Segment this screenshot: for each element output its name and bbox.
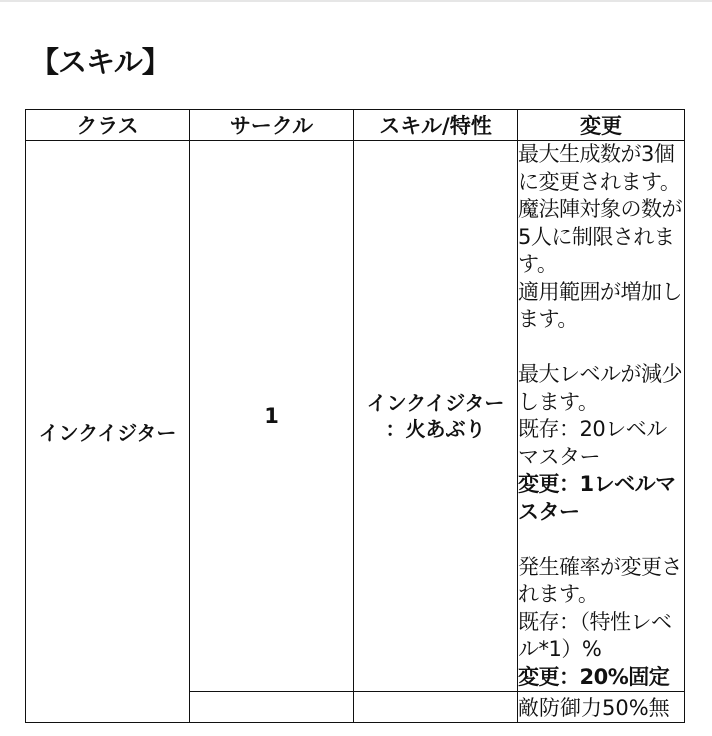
header-skill: スキル/特性 xyxy=(354,110,518,141)
header-change: 変更 xyxy=(518,110,685,141)
table-header-row xyxy=(26,110,685,141)
circle-cell: 1 xyxy=(190,141,354,692)
change-cell xyxy=(518,141,685,692)
class-cell: インクイジター xyxy=(26,141,190,723)
skill-name-line2: ：火あぶり xyxy=(385,417,486,441)
change-line: 最大レベルが減少します。 xyxy=(518,362,682,414)
change-line: 発生確率が変更されます。 xyxy=(518,554,682,606)
skill-table xyxy=(25,109,685,723)
change-line-emphasis: 変更：20%固定 xyxy=(518,664,670,689)
header-class: クラス xyxy=(26,110,190,141)
section-heading: 【スキル】 xyxy=(30,45,170,79)
change-line: 既存：20レベルマスター xyxy=(518,417,667,469)
table-row xyxy=(26,141,685,692)
change-spacer xyxy=(518,526,684,554)
change-line: 適用範囲が増加します。 xyxy=(518,279,682,331)
next-skill-cell xyxy=(354,692,518,723)
skill-cell xyxy=(354,141,518,692)
change-line: 最大生成数が3個に変更されます。 xyxy=(518,142,681,194)
change-line: 既存：（特性レベル*1）% xyxy=(518,609,672,661)
skill-name-line1: インクイジター xyxy=(366,391,505,415)
next-change-cell: 敵防御力50%無 xyxy=(518,692,685,723)
header-circle: サークル xyxy=(190,110,354,141)
change-spacer xyxy=(518,334,684,362)
change-line: 魔法陣対象の数が5人に制限されます。 xyxy=(518,197,682,276)
top-divider xyxy=(0,0,712,2)
change-line-emphasis: 変更：1レベルマスター xyxy=(518,472,676,524)
next-circle-cell xyxy=(190,692,354,723)
